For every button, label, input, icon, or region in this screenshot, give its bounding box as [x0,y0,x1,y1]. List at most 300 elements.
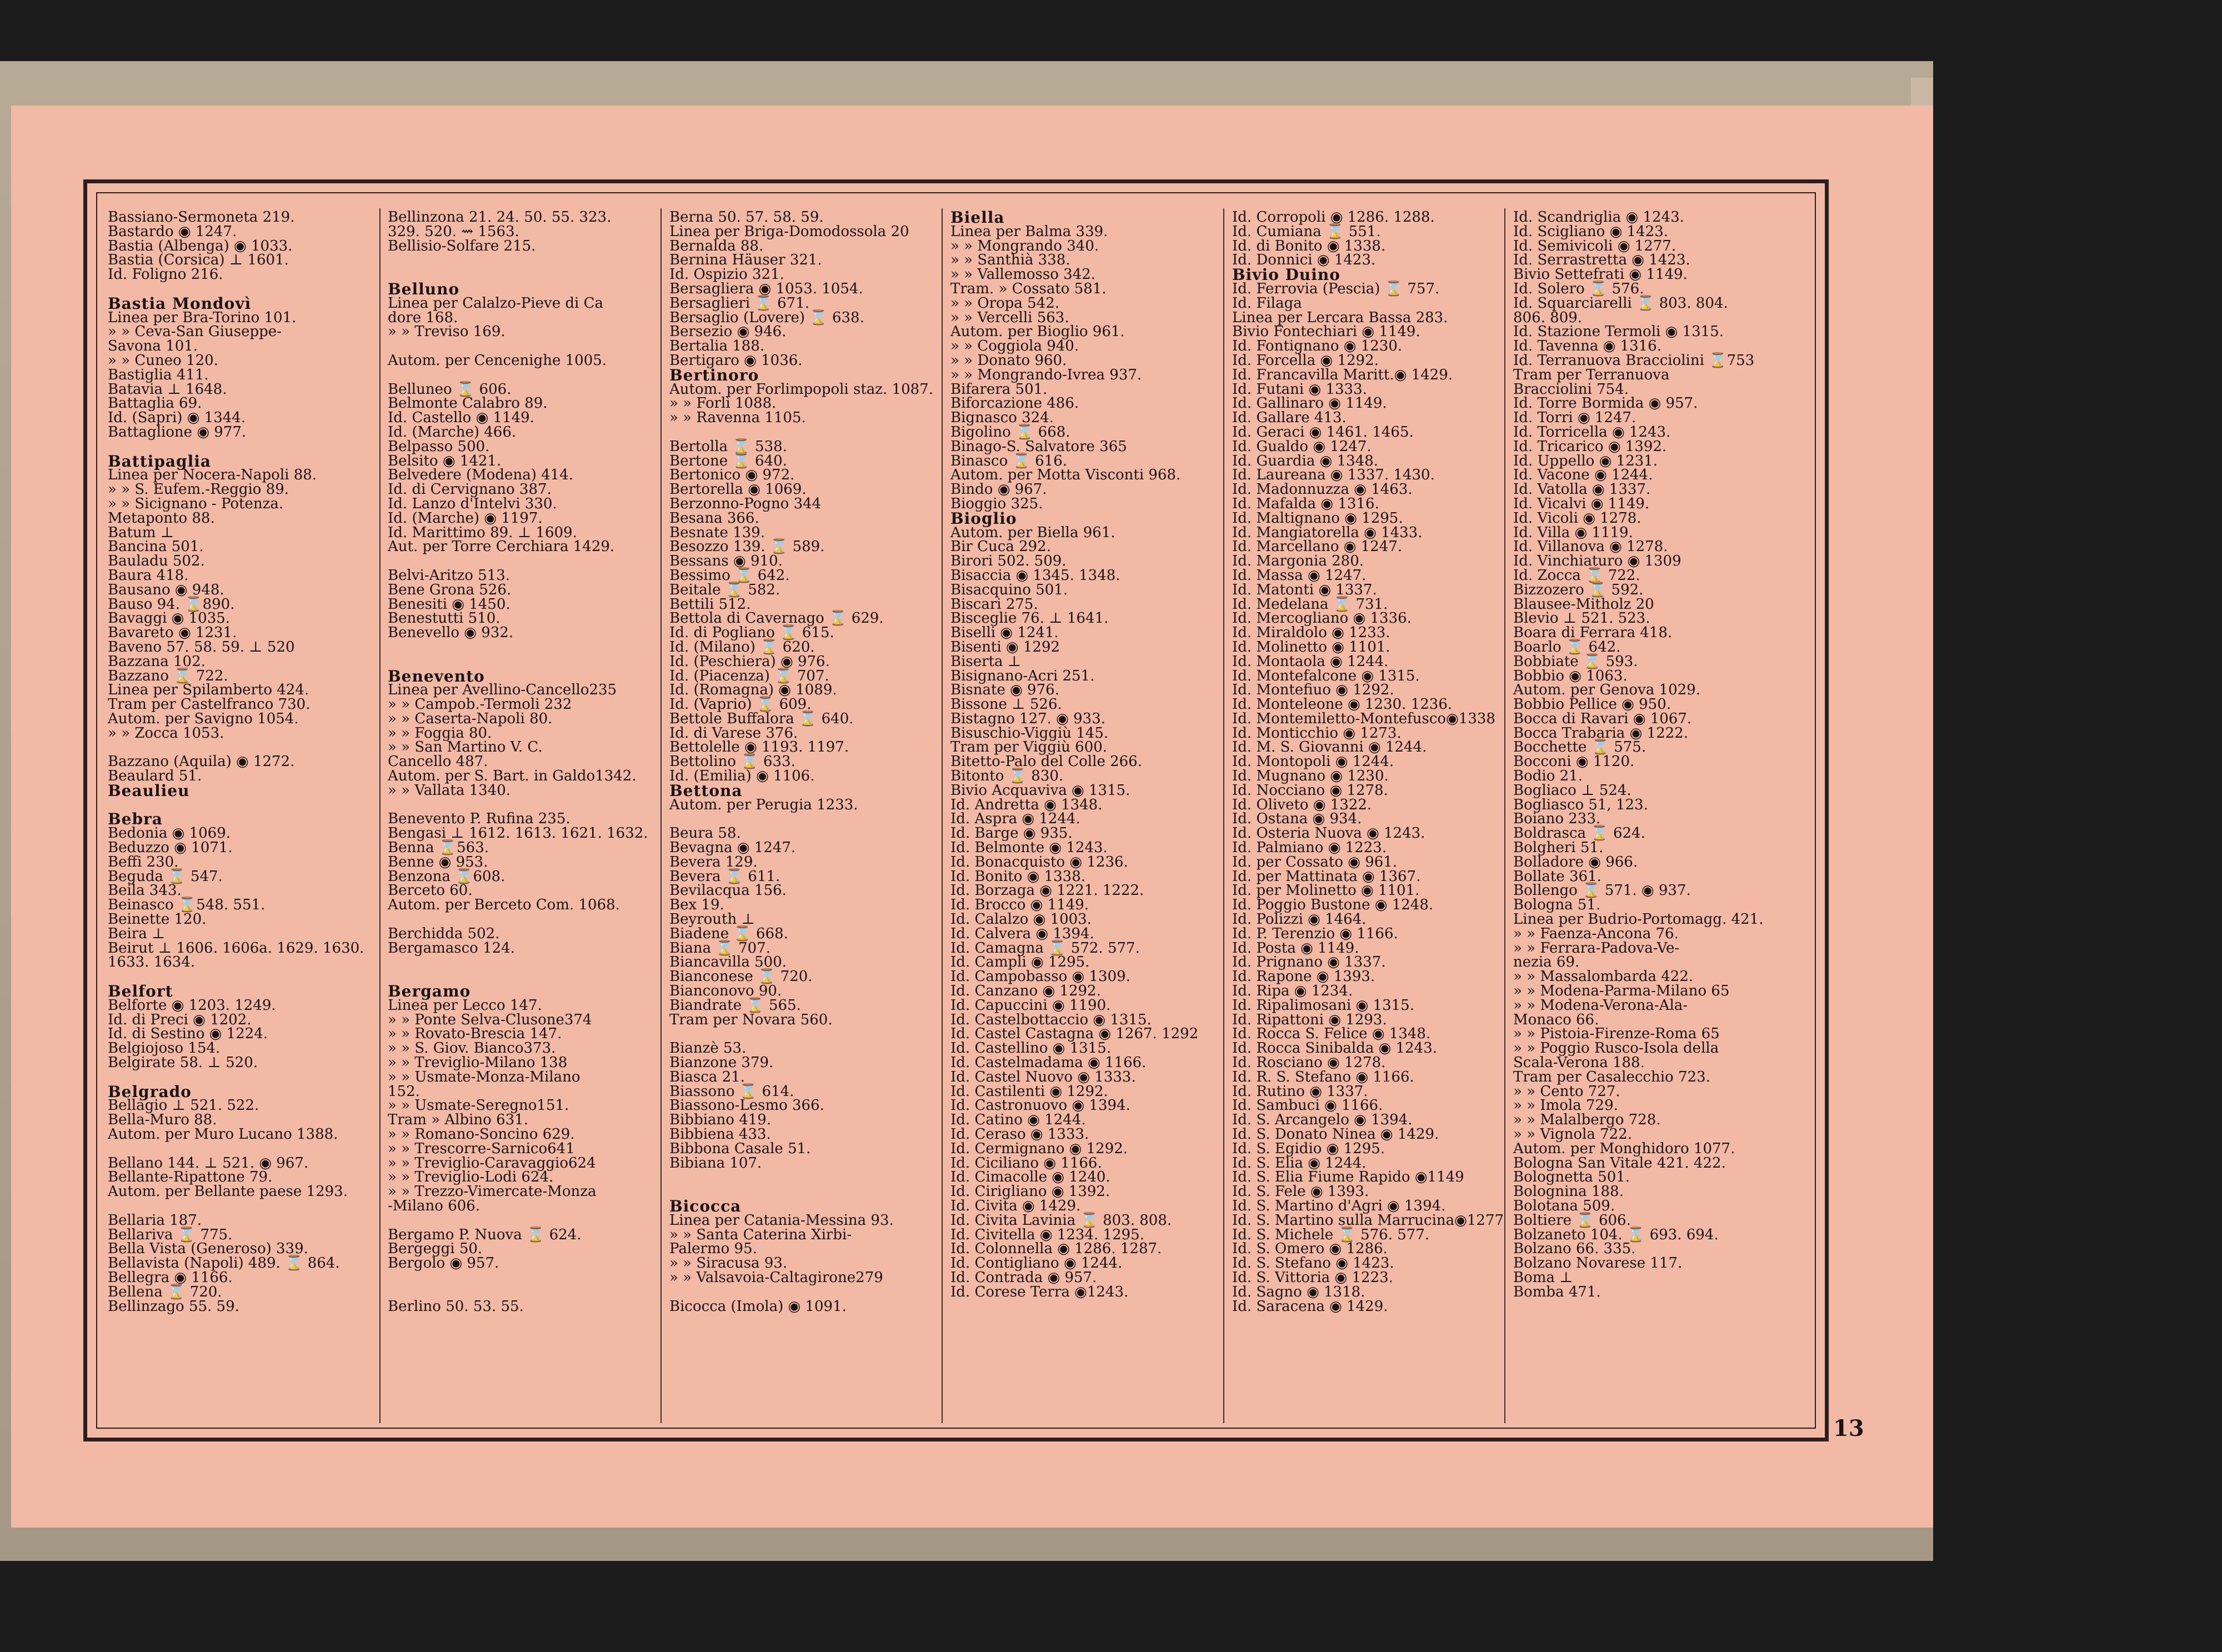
index-entry: Bausano ◉ 948. [108,581,224,598]
index-entry: Bella-Muro 88. [108,1112,217,1129]
index-entry: Bologna San Vitale 421. 422. [1513,1154,1726,1172]
index-entry: » » Santa Caterina Xirbi- [669,1226,852,1243]
index-entry: Id. Civita Lavinia ⌛ 803. 808. [950,1212,1172,1229]
index-entry: Boldrasca ⌛ 624. [1513,825,1645,842]
index-entry: Id. Squarciarelli ⌛ 803. 804. [1513,294,1728,312]
index-entry: Autom. per Forlimpopoli staz. 1087. [669,381,933,398]
index-entry: Id. Poggio Bustone ◉ 1248. [1232,897,1434,914]
index-entry: Id. Calvera ◉ 1394. [950,925,1094,942]
index-entry: Id. Gallare 413. [1232,409,1347,427]
index-entry: Batum ⊥ [108,524,174,541]
index-entry: Autom. per Perugia 1233. [669,796,858,813]
index-entry: Berceto 60. [388,882,473,899]
index-entry: Id. Borzaga ◉ 1221. 1222. [950,882,1144,899]
index-entry: Bissone ⊥ 526. [950,696,1062,713]
index-entry: Bocca Trabaria ◉ 1222. [1513,724,1688,742]
index-entry: Benevento P. Rufina 235. [388,810,570,828]
index-entry: Bertalia 188. [669,338,765,355]
index-entry: Autom. per Muro Lucano 1388. [108,1126,338,1143]
index-entry: Id. Castello ◉ 1149. [388,409,534,427]
index-entry: Bevera ⌛ 611. [669,868,780,885]
index-entry: Cancello 487. [388,753,488,770]
index-entry: Id. Ospizio 321. [669,266,784,283]
index-entry: Bellariva ⌛ 775. [108,1226,233,1243]
index-entry: » » Faenza-Ancona 76. [1513,925,1679,942]
index-entry: Bolognetta 501. [1513,1169,1630,1186]
index-entry [388,368,659,383]
index-entry: Biforcazione 486. [950,395,1079,412]
index-entry: Bertigaro ◉ 1036. [669,352,803,369]
index-entry: » » Massalombarda 422. [1513,968,1694,985]
index-entry: Bibiana 107. [669,1154,762,1172]
index-entry: Id. Matonti ◉ 1337. [1232,581,1377,598]
index-entry: Bocca di Ravari ◉ 1067. [1513,710,1692,727]
index-entry: Bavareto ◉ 1231. [108,624,237,642]
index-entry: Id. Corese Terra ◉1243. [950,1283,1129,1300]
index-entry: Blevio ⊥ 521. 523. [1513,610,1650,627]
index-entry: Belgrado [108,1082,192,1101]
index-entry: Id. Terranuova Bracciolini ⌛753 [1513,352,1755,369]
index-entry: Bicocca (Imola) ◉ 1091. [669,1298,847,1315]
index-entry: Id. Montemiletto-Montefusco◉1338 [1232,710,1495,727]
index-entry: Belforte ◉ 1203. 1249. [108,997,276,1014]
index-entry: Bastardo ◉ 1247. [108,223,237,240]
index-entry: Id. Montaola ◉ 1244. [1232,653,1389,670]
index-entry: Id. Lanzo d'Intelvi 330. [388,495,557,512]
index-entry: Biandrate ⌛ 565. [669,997,801,1014]
index-entry: Id. Ostana ◉ 934. [1232,810,1362,828]
index-entry: Bisaccia ◉ 1345. 1348. [950,567,1120,584]
index-entry: Bir Cuca 292. [950,538,1051,555]
index-entry: Bicocca [669,1197,742,1215]
index-entry: Id. Prignano ◉ 1337. [1232,954,1386,971]
index-entry: Bazzano (Aquila) ◉ 1272. [108,753,295,770]
index-entry: Savona 101. [108,338,198,355]
index-entry: Bertorella ◉ 1069. [669,481,807,498]
index-entry: Id. Ceraso ◉ 1333. [950,1126,1089,1143]
index-entry: Id. Foligno 216. [108,266,223,283]
index-entry: Beinette 120. [108,911,207,928]
index-entry: Id. Medelana ⌛ 731. [1232,595,1388,613]
index-entry: Id. Campli ◉ 1295. [950,954,1090,971]
index-entry: Berna 50. 57. 58. 59. [669,211,824,226]
index-entry: Bettole Buffalora ⌛ 640. [669,710,854,727]
index-entry [388,253,659,268]
index-entry: Linea per Bra-Torino 101. [108,309,297,326]
index-entry: Id. Marittimo 89. ⊥ 1609. [388,524,577,541]
index-entry: Id. Montefalcone ◉ 1315. [1232,667,1420,684]
index-entry: Tram » Albino 631. [388,1112,528,1129]
index-entry: Id. Villanova ◉ 1278. [1513,538,1668,555]
index-entry: 1633. 1634. [108,954,196,971]
index-entry: Id. Osteria Nuova ◉ 1243. [1232,825,1425,842]
index-entry: Berchidda 502. [388,925,500,942]
index-entry: Bellano 144. ⊥ 521. ◉ 967. [108,1154,309,1172]
index-entry: Boara di Ferrara 418. [1513,624,1673,642]
index-entry: Bollate 361. [1513,868,1602,885]
index-entry: Beguda ⌛ 547. [108,868,223,885]
index-entry: 806. 809. [1513,309,1583,326]
index-entry: Id. Contrada ◉ 957. [950,1269,1097,1286]
index-entry: Id. Tricarico ◉ 1392. [1513,438,1667,455]
index-entry: Id. Cumiana ⌛ 551. [1232,223,1381,240]
index-entry: Id. Castelmadama ◉ 1166. [950,1054,1147,1072]
index-entry: » » Treviglio-Milano 138 [388,1054,568,1072]
index-entry: Tram per Terranuova [1513,366,1670,383]
index-entry: Id. Vacone ◉ 1244. [1513,467,1653,484]
index-entry: Id. S. Elia Fiume Rapido ◉1149 [1232,1169,1464,1186]
index-entry: Id. Laureana ◉ 1337. 1430. [1232,467,1435,484]
index-entry: Id. Miraldolo ◉ 1233. [1232,624,1390,642]
index-entry: Bavaggi ◉ 1035. [108,610,231,627]
index-entry: Id. Camagna ⌛ 572. 577. [950,939,1140,957]
index-entry [669,1170,941,1185]
index-entry: Bastiglia 411. [108,366,209,383]
index-entry: Autom. per Genova 1029. [1513,682,1700,699]
index-entry: Id. Marcellano ◉ 1247. [1232,538,1403,555]
index-entry: Bindo ◉ 967. [950,481,1047,498]
index-entry: » » Forlì 1088. [669,395,777,412]
index-entry: » » Trezzo-Vimercate-Monza [388,1183,597,1200]
index-entry: Benne ◉ 953. [388,853,488,870]
index-entry: Id. Ciciliano ◉ 1166. [950,1154,1102,1172]
index-entry: Id. per Cossato ◉ 961. [1232,853,1398,870]
index-entry: Id. Torri ◉ 1247. [1513,409,1637,427]
index-column-4 [946,211,1227,1425]
index-entry: Id. Zocca ⌛ 722. [1513,567,1640,584]
index-entry: Bodio 21. [1513,768,1583,785]
index-entry [388,640,659,655]
index-entry: Bolladore ◉ 966. [1513,853,1638,870]
index-entry: Biserta ⊥ [950,653,1022,670]
index-entry: » » Malalbergo 728. [1513,1112,1661,1129]
index-entry: Battipaglia [108,452,212,470]
index-entry: Id. Castronuovo ◉ 1394. [950,1097,1130,1114]
index-entry: » » Imola 729. [1513,1097,1618,1114]
index-entry: Bergeggi 50. [388,1240,483,1258]
index-entry: Metaponto 88. [108,509,215,527]
index-entry: Id. Mafalda ◉ 1316. [1232,495,1379,512]
index-entry: Id. per Mattinata ◉ 1367. [1232,868,1421,885]
index-entry: Id. Civita ◉ 1429. [950,1197,1081,1214]
index-entry: » » Caserta-Napoli 80. [388,710,553,727]
index-entry: Id. P. Terenzio ◉ 1166. [1232,925,1398,942]
index-entry: Id. Monticchio ◉ 1273. [1232,724,1402,742]
index-entry: Boarlo ⌛ 642. [1513,638,1621,655]
index-entry: Benesiti ◉ 1450. [388,595,511,613]
index-entry: Id. Posta ◉ 1149. [1232,939,1359,957]
index-entry: Benna ⌛563. [388,839,489,857]
index-entry: Id. Montopoli ◉ 1244. [1232,753,1394,770]
index-entry: » » Ceva-San Giuseppe- [108,323,282,341]
index-entry: Id. Vicalvi ◉ 1149. [1513,495,1650,512]
index-entry: Id. Corropoli ◉ 1286. 1288. [1232,211,1435,226]
index-entry: Bebra [108,810,163,829]
index-entry: Bettona [669,781,743,800]
index-entry: Besana 366. [669,509,759,527]
index-entry: Bianzè 53. [669,1040,747,1057]
index-entry: Id. per Molinetto ◉ 1101. [1232,882,1420,899]
index-entry: » » Zocca 1053. [108,724,224,742]
index-entry: Biella [950,211,1005,227]
index-entry: Id. Gualdo ◉ 1247. [1232,438,1372,455]
index-entry: Id. Ripa ◉ 1234. [1232,983,1353,1000]
index-entry: Id. (Peschiera) ◉ 976. [669,653,830,670]
index-entry: Id. Cirigliano ◉ 1392. [950,1183,1110,1200]
index-entry: Belgiojoso 154. [108,1040,221,1057]
index-entry: Bellegra ◉ 1166. [108,1269,233,1286]
index-entry: » » Campob.-Termoli 232 [388,696,572,713]
index-entry: Autom. per S. Bart. in Galdo1342. [388,768,637,785]
index-entry: Bessimo ⌛ 642. [669,567,790,584]
index-entry: Id. Guardia ◉ 1348. [1232,452,1378,469]
index-entry: Tram per Viggiù 600. [950,739,1108,756]
index-entry: Bolognina 188. [1513,1183,1624,1200]
index-entry: » » Ponte Selva-Clusone374 [388,1011,592,1028]
index-entry: Bibbiena 433. [669,1126,771,1143]
index-entry: Belsito ◉ 1421. [388,452,502,469]
index-entry: Id. Castel Castagna ◉ 1267. 1292 [950,1025,1199,1043]
index-entry: » » Treviglio-Caravaggio624 [388,1154,596,1172]
index-entry: Linea per Balma 339. [950,223,1108,240]
index-entry: Id. S. Elia ◉ 1244. [1232,1154,1367,1172]
index-entry: Batavia ⊥ 1648. [108,381,227,398]
index-entry: Benevello ◉ 932. [388,624,514,642]
index-entry: Battaglione ◉ 977. [108,423,247,440]
index-entry: Id. Castilenti ◉ 1292. [950,1083,1108,1100]
index-entry: Bioglio [950,509,1017,528]
index-entry: Bivio Settefrati ◉ 1149. [1513,266,1688,283]
index-entry: Id. Castellino ◉ 1315. [950,1040,1112,1057]
index-entry: Bracciolini 754. [1513,381,1629,398]
index-entry: Biassono-Lesmo 366. [669,1097,824,1114]
index-entry: Id. Fontignano ◉ 1230. [1232,338,1403,355]
index-entry: Berzonno-Pogno 344 [669,495,822,512]
index-entry: » » Oropa 542. [950,294,1060,312]
index-entry: Bevilacqua 156. [669,882,787,899]
index-entry [669,1285,941,1300]
index-entry: Bergamasco 124. [388,939,515,957]
index-entry: Bobbio ◉ 1063. [1513,667,1628,684]
index-entry: Boma ⊥ [1513,1269,1573,1286]
index-entry: Bizzozero ⌛ 592. [1513,581,1644,598]
index-entry: Besozzo 139. ⌛ 589. [669,538,825,555]
index-entry [388,1214,659,1228]
index-entry: » » S. Eufem.-Reggio 89. [108,481,289,498]
index-entry: Autom. per Cencenighe 1005. [388,352,607,369]
index-entry: Bauladu 502. [108,553,205,570]
index-entry: Bomba 471. [1513,1283,1601,1300]
index-entry: » » Cento 727. [1513,1083,1620,1100]
index-entry: Biscari 275. [950,595,1038,613]
index-entry: Bolzano 66. 335. [1513,1240,1636,1258]
index-entry: Id. Nocciano ◉ 1278. [1232,782,1388,799]
index-entry: Linea per Lecco 147. [388,997,542,1014]
index-entry: Bellinzago 55. 59. [108,1298,239,1315]
index-entry: » » Ravenna 1105. [669,409,806,427]
index-entry: Id. Molinetto ◉ 1101. [1232,638,1390,655]
index-entry: -Milano 606. [388,1197,481,1214]
index-entry: Id. Futani ◉ 1333. [1232,381,1367,398]
index-entry: » » Vercelli 563. [950,309,1069,326]
index-entry: Id. Saracena ◉ 1429. [1232,1298,1388,1315]
index-entry: Id. Cermignano ◉ 1292. [950,1140,1128,1157]
index-entry: Bersaglio (Lovere) ⌛ 638. [669,309,864,326]
index-entry [388,955,659,970]
index-entry: Bauso 94. ⌛890. [108,595,235,613]
index-entry: » » Vallemosso 342. [950,266,1096,283]
index-entry: » » Cuneo 120. [108,352,218,369]
index-entry: Bivio Duino [1232,266,1340,284]
index-entry: Birori 502. 509. [950,553,1067,570]
index-entry: Beitale ⌛ 582. [669,581,780,598]
index-entry: Id. Andretta ◉ 1348. [950,796,1103,813]
index-entry: Id. Rocca Sinibalda ◉ 1243. [1232,1040,1438,1057]
index-entry: Bengasi ⊥ 1612. 1613. 1621. 1632. [388,825,648,842]
index-entry: Bersezio ◉ 946. [669,323,787,341]
index-entry: Bivio Acquaviva ◉ 1315. [950,782,1130,799]
index-entry: Id. di Bonito ◉ 1338. [1232,237,1386,254]
index-entry: Id. Geraci ◉ 1461. 1465. [1232,423,1414,440]
index-entry: Bellisio-Solfare 215. [388,237,536,254]
index-entry: Id. Torricella ◉ 1243. [1513,423,1671,440]
index-entry: Id. Canzano ◉ 1292. [950,983,1101,1000]
index-entry: Belluno [388,279,460,298]
column-separator [660,208,662,1423]
index-entry: Id. Barge ◉ 935. [950,825,1073,842]
index-entry: » » Santhià 338. [950,252,1070,269]
index-entry: Id. S. Egidio ◉ 1295. [1232,1140,1385,1157]
index-entry: Id. Palmiano ◉ 1223. [1232,839,1387,857]
index-entry: Baveno 57. 58. 59. ⊥ 520 [108,638,295,655]
index-entry: Biadene ⌛ 668. [669,925,788,942]
index-entry: Battaglia 69. [108,395,202,412]
index-entry: Linea per Spilamberto 424. [108,682,309,699]
index-entry: Id. Rocca S. Felice ◉ 1348. [1232,1025,1431,1043]
index-entry: Bergolo ◉ 957. [388,1255,499,1272]
index-entry: Id. Vatolla ◉ 1337. [1513,481,1651,498]
index-entry: Id. Stazione Termoli ◉ 1315. [1513,323,1724,341]
index-entry [388,1271,659,1285]
index-entry: Biana ⌛ 707. [669,939,770,957]
index-entry: Bellagio ⊥ 521. 522. [108,1097,259,1114]
index-entry: Bolzaneto 104. ⌛ 693. 694. [1513,1226,1719,1243]
column-separator [1223,208,1224,1423]
index-entry: Bibbona Casale 51. [669,1140,811,1157]
index-entry: Id. S. Omero ◉ 1286. [1232,1240,1388,1258]
index-entry: » » Modena-Parma-Milano 65 [1513,983,1730,1000]
index-entry: Bella Vista (Generoso) 339. [108,1240,308,1258]
index-entry: Blausee-Mitholz 20 [1513,595,1654,613]
index-entry: Id. Massa ◉ 1247. [1232,567,1367,584]
index-entry: Bevagna ◉ 1247. [669,839,796,857]
index-entry: Biancavilla 500. [669,954,787,971]
index-entry: Beyrouth ⊥ [669,911,755,928]
index-entry: Monaco 66. [1513,1011,1599,1028]
index-entry: Id. Mangiatorella ◉ 1433. [1232,524,1423,541]
index-entry: » » Poggio Rusco-Isola della [1513,1040,1719,1057]
index-entry: Linea per Budrio-Portomagg. 421. [1513,911,1764,928]
index-entry: Bettolelle ◉ 1193. 1197. [669,739,849,756]
index-entry [108,1142,379,1157]
index-entry: Autom. per Bioglio 961. [950,323,1125,341]
index-entry: Beirut ⊥ 1606. 1606a. 1629. 1630. [108,939,364,957]
index-entry: Berlino 50. 53. 55. [388,1298,524,1315]
index-entry: Beaulard 51. [108,768,202,785]
index-entry: Bisenti ◉ 1292 [950,638,1060,655]
index-entry: Boiano 233. [1513,810,1601,828]
index-entry: Id. Sciglianо ◉ 1423. [1513,223,1668,240]
index-entry: Bazzana 102. [108,653,206,670]
index-entry: » » Pistoia-Firenze-Roma 65 [1513,1025,1720,1043]
index-entry: Id. Colonnella ◉ 1286. 1287. [950,1240,1162,1258]
index-entry: Boltiere ⌛ 606. [1513,1212,1631,1229]
index-entry: 329. 520. ⇝ 1563. [388,223,519,240]
index-entry: » » Foggia 80. [388,724,492,742]
index-entry: Bisnate ◉ 976. [950,682,1059,699]
index-entry: Id. Belmonte ◉ 1243. [950,839,1108,857]
index-entry: Id. Sagno ◉ 1318. [1232,1283,1365,1300]
index-entry: Id. S. Arcangelo ◉ 1394. [1232,1112,1413,1129]
index-entry: Id. Torre Bormida ◉ 957. [1513,395,1698,412]
index-entry: Bianconese ⌛ 720. [669,968,813,985]
index-entry: Scala-Verona 188. [1513,1054,1645,1072]
index-entry: » » Sicignano - Potenza. [108,495,284,512]
index-entry: Linea per Lercara Bassa 283. [1232,309,1448,326]
index-column-1 [103,211,384,1425]
index-entry: Bertolla ⌛ 538. [669,438,787,455]
index-entry: Id. di Cervignano 387. [388,481,552,498]
index-entry: Bersagliera ◉ 1053. 1054. [669,280,863,297]
index-entry: Bocchette ⌛ 575. [1513,739,1647,756]
index-entry: Id. Francavilla Maritt.◉ 1429. [1232,366,1453,383]
index-entry: Bianconovo 90. [669,983,782,1000]
index-entry: Bologna 51. [1513,897,1601,914]
index-entry: Id. (Marche) 466. [388,423,517,440]
index-entry: Id. Ferrovia (Pescia) ⌛ 757. [1232,280,1440,297]
index-entry: » » San Martino V. C. [388,739,543,756]
index-entry: Id. M. S. Giovanni ◉ 1244. [1232,739,1427,756]
index-entry: Bobbiate ⌛ 593. [1513,653,1638,670]
index-entry: Bolzano Novarese 117. [1513,1255,1683,1272]
index-entry: Bignasco 324. [950,409,1054,427]
index-entry: Bolgheri 51. [1513,839,1604,857]
index-entry: Id. Montefiuo ◉ 1292. [1232,682,1394,699]
index-entry: Bettolino ⌛ 633. [669,753,795,770]
index-entry: Linea per Nocera-Napoli 88. [108,467,317,484]
index-entry: Id. S. Martino d'Agri ◉ 1394. [1232,1197,1446,1214]
index-entry [669,425,941,440]
index-entry: Autom. per Berceto Com. 1068. [388,897,620,914]
index-entry: » » Coggiola 940. [950,338,1079,355]
index-entry: Besnate 139. [669,524,765,541]
index-entry: Beaulieu [108,781,190,800]
index-entry: » » Usmate-Monza-Milano [388,1068,580,1085]
index-entry: Autom. per Savigno 1054. [108,710,299,727]
index-entry: Bastia (Albenga) ◉ 1033. [108,237,293,254]
index-entry: Id. Madonnuzza ◉ 1463. [1232,481,1413,498]
index-entry: Id. di Sestino ◉ 1224. [108,1025,268,1043]
index-entry: Id. Serrastretta ◉ 1423. [1513,252,1690,269]
index-entry: Bibbiano 419. [669,1112,772,1129]
index-entry: » » Modena-Verona-Ala- [1513,997,1688,1014]
index-entry: Id. Castel Nuovo ◉ 1333. [950,1068,1136,1085]
index-entry: Id. Oliveto ◉ 1322. [1232,796,1372,813]
index-entry: Id. S. Fele ◉ 1393. [1232,1183,1369,1200]
index-entry: » » Romano-Soncino 629. [388,1126,575,1143]
index-entry: Bellaria 187. [108,1212,202,1229]
index-entry: Id. Villa ◉ 1119. [1513,524,1633,541]
